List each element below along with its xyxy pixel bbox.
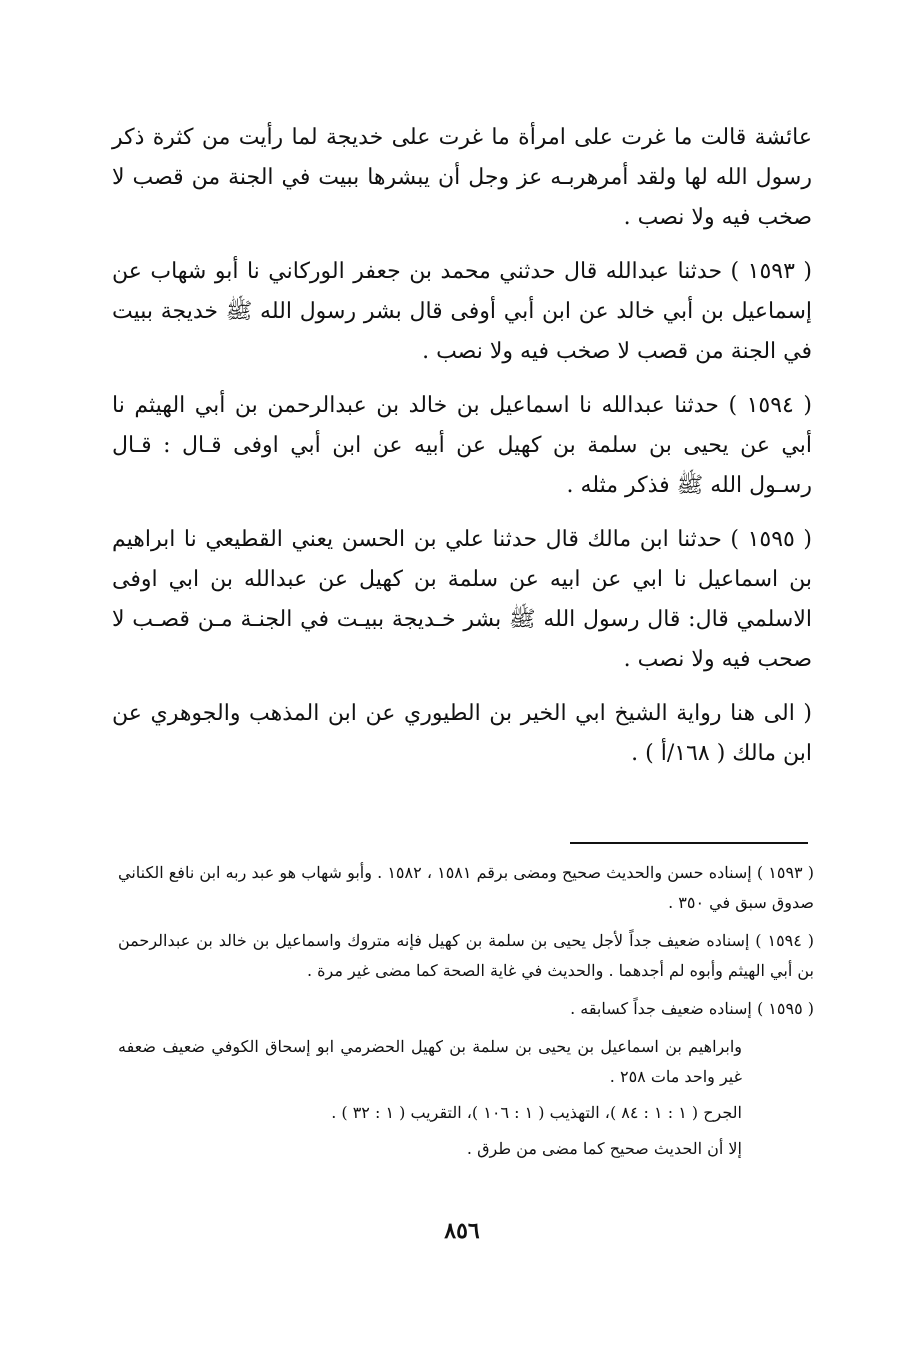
body-paragraph: عائشة قالت ما غرت على امرأة ما غرت على خديجة لما رأيت من كثرة ذكر رسول الله لها ولقد أمرهربـه عز وجل أن يبشرها ببيت في الجنة من قصب لا صخب فيه ولا نصب . — [112, 125, 812, 230]
footnotes — [118, 858, 814, 1170]
page-number: ٨٥٦ — [444, 1218, 480, 1244]
footnote-sub: الجرح ( ١ : ١ : ٨٤ )، التهذيب ( ١ : ١٠٦ )، التقريب ( ١ : ٣٢ ) . — [331, 1103, 742, 1122]
footnote-1593: ( ١٥٩٣ ) إسناده حسن والحديث صحيح ومضى برقم ١٥٨١ ، ١٥٨٢ . وأبو شهاب هو عبد ربه ابن نافع الكناني صدوق سبق في ٣٥٠ . — [118, 863, 815, 912]
footnote-sub: وابراهيم بن اسماعيل بن يحيى بن سلمة بن كهيل الحضرمي ابو إسحاق الكوفي ضعيف ضعفه غير واحد مات ٢٥٨ . — [118, 1037, 742, 1086]
footnote-sub: إلا أن الحديث صحيح كما مضى من طرق . — [466, 1139, 742, 1158]
main-text — [112, 118, 812, 788]
hadith-1594: ( ١٥٩٤ ) حدثنا عبدالله نا اسماعيل بن خالد بن عبدالرحمن بن أبي الهيثم نا أبي عن يحيى بن سلمة بن كهيل عن أبيه عن ابن أبي اوفى قـال : قـال رسـول الله ﷺ فذكر مثله . — [112, 393, 812, 498]
hadith-1593: ( ١٥٩٣ ) حدثنا عبدالله قال حدثني محمد بن جعفر الوركاني نا أبو شهاب عن إسماعيل بن أبي خالد عن ابن أبي أوفى قال بشر رسول الله ﷺ خديجة ببيت في الجنة من قصب لا صخب فيه ولا نصب . — [112, 259, 812, 364]
hadith-1595: ( ١٥٩٥ ) حدثنا ابن مالك قال حدثنا علي بن الحسن يعني القطيعي نا ابراهيم بن اسماعيل نا ابي عن ابيه عن سلمة بن كهيل عن عبدالله بن ابي اوفى الاسلمي قال: قال رسول الله ﷺ بشر خـديجة ببيـت في الجنـة مـن قصـب لا صحب فيه ولا نصب . — [112, 527, 812, 672]
footnote-1595: ( ١٥٩٥ ) إسناده ضعيف جداً كسابقه . — [570, 999, 814, 1018]
transmission-note: ( الى هنا رواية الشيخ ابي الخير بن الطيوري عن ابن المذهب والجوهري عن ابن مالك ( ١٦٨/أ ) . — [112, 701, 812, 766]
footnote-1594: ( ١٥٩٤ ) إسناده ضعيف جداً لأجل يحيى بن سلمة بن كهيل فإنه متروك واسماعيل بن خالد بن عبدالرحمن بن أبي الهيثم وأبوه لم أجدهما . والحديث في غاية الصحة كما مضى غير مرة . — [118, 931, 814, 980]
footnote-separator — [570, 842, 808, 844]
